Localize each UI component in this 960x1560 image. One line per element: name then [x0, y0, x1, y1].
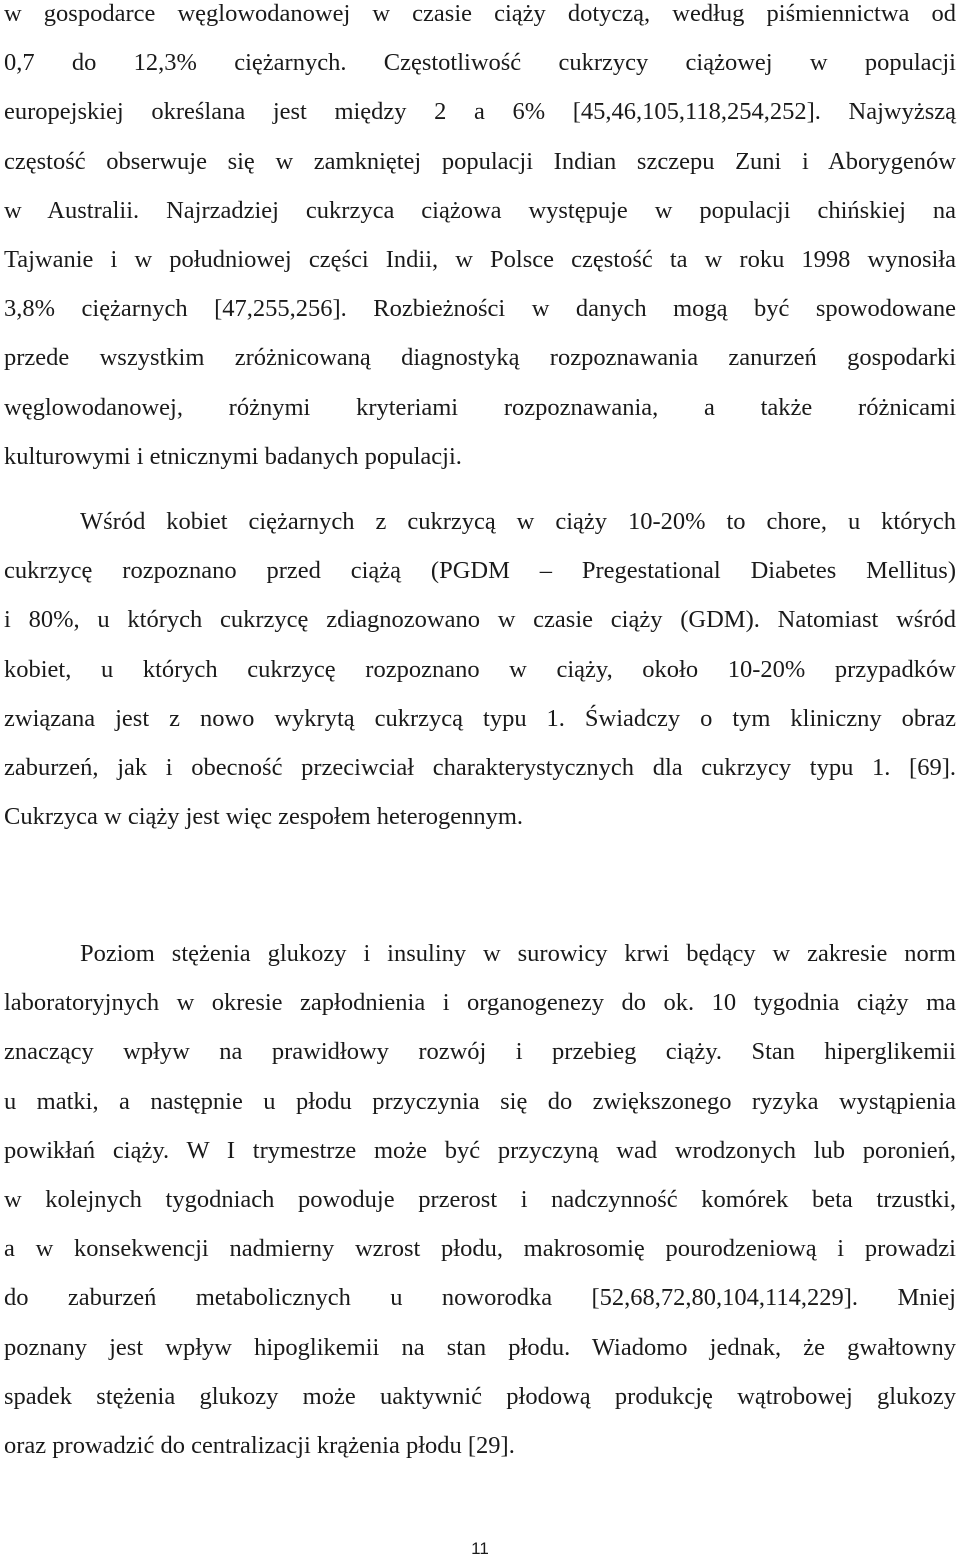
- text-line: kulturowymi i etnicznymi badanych populacji.: [4, 442, 462, 470]
- text-line: 3,8% ciężarnych [47,255,256]. Rozbieżności w danych mogą być spowodowane: [4, 295, 956, 323]
- text-line: zaburzeń, jak i obecność przeciwciał charakterystycznych dla cukrzycy typu 1. [69].: [4, 753, 956, 781]
- text-line: cukrzycę rozpoznano przed ciążą (PGDM – Pregestational Diabetes Mellitus): [4, 557, 956, 585]
- text-line: Tajwanie i w południowej części Indii, w Polsce częstość ta w roku 1998 wynosiła: [4, 245, 956, 273]
- text-line: związana jest z nowo wykrytą cukrzycą typu 1. Świadczy o tym kliniczny obraz: [4, 704, 956, 732]
- document-page: [4, 0, 956, 1560]
- text-line: spadek stężenia glukozy może uaktywnić płodową produkcję wątrobowej glukozy: [4, 1382, 956, 1410]
- text-line: przede wszystkim zróżnicowaną diagnostyką rozpoznawania zanurzeń gospodarki: [4, 344, 956, 372]
- text-line: europejskiej określana jest między 2 a 6% [45,46,105,118,254,252]. Najwyższą: [4, 98, 956, 126]
- text-line: powikłań ciąży. W I trymestrze może być przyczyną wad wrodzonych lub poronień,: [4, 1136, 956, 1164]
- text-line: poznany jest wpływ hipoglikemii na stan płodu. Wiadomo jednak, że gwałtowny: [4, 1333, 956, 1361]
- text-line: 0,7 do 12,3% ciężarnych. Częstotliwość cukrzycy ciążowej w populacji: [4, 49, 956, 77]
- paragraph-gdm-prevalence: [4, 0, 956, 481]
- text-line: Wśród kobiet ciężarnych z cukrzycą w ciąży 10-20% to chore, u których: [80, 508, 956, 535]
- text-line: u matki, a następnie u płodu przyczynia się do zwiększonego ryzyka wystąpienia: [4, 1087, 956, 1115]
- paragraph-pgdm-gdm: [4, 497, 956, 841]
- text-line: Cukrzyca w ciąży jest więc zespołem heterogennym.: [4, 803, 524, 831]
- text-line: oraz prowadzić do centralizacji krążenia płodu [29].: [4, 1431, 515, 1459]
- text-line: a w konsekwencji nadmierny wzrost płodu, makrosomię pourodzeniową i prowadzi: [4, 1235, 956, 1263]
- text-line: w Australii. Najrzadziej cukrzyca ciążowa występuje w populacji chińskiej na: [4, 196, 956, 224]
- text-line: i 80%, u których cukrzycę zdiagnozowano w czasie ciąży (GDM). Natomiast wśród: [4, 606, 956, 634]
- text-line: w kolejnych tygodniach powoduje przerost i nadczynność komórek beta trzustki,: [4, 1185, 956, 1213]
- text-line: do zaburzeń metabolicznych u noworodka [52,68,72,80,104,114,229]. Mniej: [4, 1284, 956, 1312]
- text-line: znaczący wpływ na prawidłowy rozwój i przebieg ciąży. Stan hiperglikemii: [4, 1038, 956, 1066]
- text-line: w gospodarce węglowodanowej w czasie ciąży dotyczą, według piśmiennictwa od: [4, 0, 956, 27]
- text-line: laboratoryjnych w okresie zapłodnienia i organogenezy do ok. 10 tygodnia ciąży ma: [4, 989, 956, 1017]
- text-line: Poziom stężenia glukozy i insuliny w surowicy krwi będący w zakresie norm: [80, 940, 956, 967]
- text-line: częstość obserwuje się w zamkniętej populacji Indian szczepu Zuni i Aborygenów: [4, 147, 956, 175]
- text-line: węglowodanowej, różnymi kryteriami rozpoznawania, a także różnicami: [4, 393, 956, 421]
- paragraph-glucose-insulin: [4, 929, 956, 1470]
- page-number: 11: [471, 1539, 489, 1558]
- text-line: kobiet, u których cukrzycę rozpoznano w ciąży, około 10-20% przypadków: [4, 655, 956, 683]
